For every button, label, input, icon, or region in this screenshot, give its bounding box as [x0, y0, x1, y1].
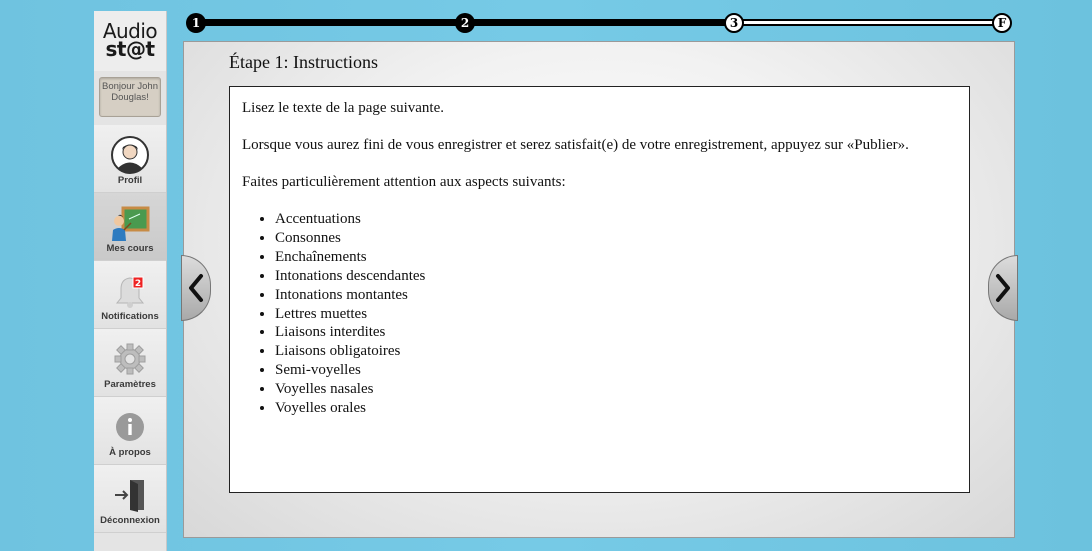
logo-line-1: Audio	[102, 19, 158, 43]
nav-item-a-propos[interactable]	[94, 397, 166, 465]
bell-icon	[110, 271, 150, 311]
step-2[interactable]: 2	[455, 13, 475, 33]
notification-badge: 2	[134, 279, 142, 289]
nav-label-notifications: Notifications	[101, 311, 159, 322]
instruction-paragraph-2: Lorsque vous aurez fini de vous enregistrer et serez satisfait(e) de votre enregistrement, appuyez sur «Publier».	[242, 137, 909, 153]
nav-label-profil: Profil	[117, 175, 143, 186]
step-progress	[185, 12, 1015, 34]
list-item: • Liaisons obligatoires	[275, 342, 957, 361]
nav-item-profil[interactable]	[94, 125, 166, 193]
list-item: • Intonations montantes	[275, 286, 957, 305]
sidebar	[94, 11, 167, 551]
nav-label-parametres: Paramètres	[104, 379, 156, 390]
step-final[interactable]: F	[992, 13, 1012, 33]
instructions-panel	[183, 41, 1015, 538]
gear-icon	[110, 339, 150, 379]
progress-track-1	[195, 19, 465, 26]
instruction-paragraph-1: Lisez le texte de la page suivante.	[242, 100, 444, 116]
list-item: • Semi-voyelles	[275, 361, 957, 380]
logout-icon	[110, 475, 150, 515]
step-3[interactable]: 3	[724, 13, 744, 33]
instructions-content	[229, 86, 970, 493]
progress-track-2	[465, 19, 733, 26]
aspects-list	[275, 210, 957, 418]
nav-item-parametres[interactable]	[94, 329, 166, 397]
nav-label-mes-cours: Mes cours	[106, 243, 154, 254]
user-greeting: Bonjour John Douglas!	[99, 77, 161, 117]
step-1[interactable]: 1	[186, 13, 206, 33]
page-title: Étape 1: Instructions	[229, 52, 378, 72]
instruction-paragraph-3: Faites particulièrement attention aux aspects suivants:	[242, 174, 566, 190]
logo-line-2: st@t	[105, 37, 155, 61]
list-item: • Accentuations	[275, 210, 957, 229]
list-item: • Enchaînements	[275, 248, 957, 267]
app-logo	[94, 11, 166, 71]
progress-track-3	[733, 19, 1003, 26]
list-item: • Consonnes	[275, 229, 957, 248]
nav-item-deconnexion[interactable]	[94, 465, 166, 533]
info-icon	[110, 407, 150, 447]
chevron-left-icon	[187, 273, 205, 303]
list-item: • Voyelles orales	[275, 399, 957, 418]
avatar-icon	[110, 135, 150, 175]
list-item: • Lettres muettes	[275, 305, 957, 324]
list-item: • Voyelles nasales	[275, 380, 957, 399]
chevron-right-icon	[994, 273, 1012, 303]
nav-label-a-propos: À propos	[109, 447, 151, 458]
nav-label-deconnexion: Déconnexion	[100, 515, 160, 526]
sidebar-nav	[94, 125, 166, 533]
nav-item-notifications[interactable]	[94, 261, 166, 329]
list-item: • Intonations descendantes	[275, 267, 957, 286]
teacher-board-icon	[110, 203, 150, 243]
list-item: • Liaisons interdites	[275, 323, 957, 342]
nav-item-mes-cours[interactable]	[94, 193, 166, 261]
